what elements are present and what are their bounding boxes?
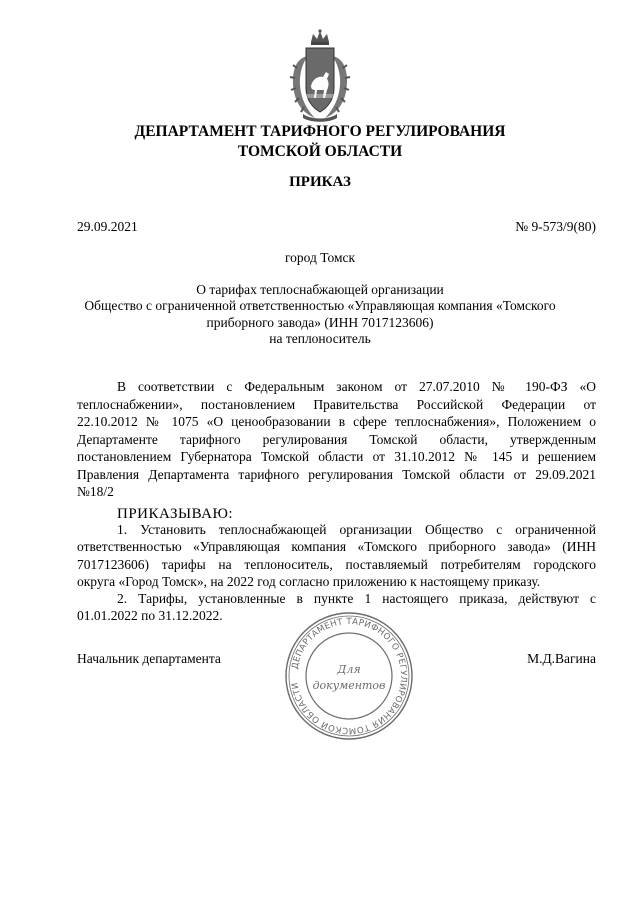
order-heading: ПРИКАЗЫВАЮ: [117,506,234,522]
order-item-line: 1. Установить теплоснабжающей организации Общество с ограниченной [117,522,596,537]
signer-name: М.Д.Вагина [527,651,596,666]
preamble-line: В соответствии с Федеральным законом от 27.07.2010 № 190-ФЗ «О [117,379,596,394]
tomsk-coat-of-arms-emblem [289,28,351,124]
subject-line: О тарифах теплоснабжающей организации [196,282,444,297]
order-item-line: ответственностью «Управляющая компания «Томского приборного завода» (ИНН [77,539,596,555]
preamble-line: теплоснабжении», постановлением Правительства Российской Федерации от [77,396,596,412]
signer-position: Начальник департамента [77,651,221,666]
stamp-center-line-1: Для [337,663,361,676]
document-number: № 9-573/9(80) [515,219,596,234]
order-item-line: 01.01.2022 по 31.12.2022. [77,608,223,624]
stamp-center-line-2: документов [312,679,386,692]
preamble-line: №18/2 [77,484,114,499]
preamble-paragraph [77,378,596,501]
document-subject [80,282,560,347]
official-stamp [283,610,415,742]
order-item-line: округа «Город Томск», на 2022 год согласно приложению к настоящему приказу. [77,573,541,589]
document-city: город Томск [284,250,356,265]
subject-line: Общество с ограниченной ответственностью «Управляющая компания «Томского [84,298,556,314]
department-title [0,122,640,162]
department-title-line-1: ДЕПАРТАМЕНТ ТАРИФНОГО РЕГУЛИРОВАНИЯ [134,123,506,140]
preamble-line: Департаменте тарифного регулирования Томской области, утвержденным [77,431,596,447]
department-title-line-2: ТОМСКОЙ ОБЛАСТИ [237,143,403,160]
preamble-line: Правления Департамента тарифного регулирования Томской области от 29.09.2021 [77,466,596,482]
preamble-line: 22.10.2012 № 1075 «О ценообразовании в сфере теплоснабжения», Положением о [77,414,596,429]
preamble-line: постановлением Губернатора Томской области от 31.10.2012 № 145 и решением [77,449,596,464]
order-item-line: 2. Тарифы, установленные в пункте 1 настоящего приказа, действуют с [117,591,596,607]
document-date: 29.09.2021 [77,219,138,234]
stamp-ring-text: ДЕПАРТАМЕНТ ТАРИФНОГО РЕГУЛИРОВАНИЯ ТОМСКОЙ ОБЛАСТИ [290,616,409,736]
subject-line: приборного завода» (ИНН 7017123606) [206,314,434,330]
order-item-line: 7017123606) тарифы на теплоноситель, поставляемый потребителям городского [77,556,596,572]
document-type: ПРИКАЗ [289,174,351,190]
subject-line: на теплоноситель [269,330,371,346]
